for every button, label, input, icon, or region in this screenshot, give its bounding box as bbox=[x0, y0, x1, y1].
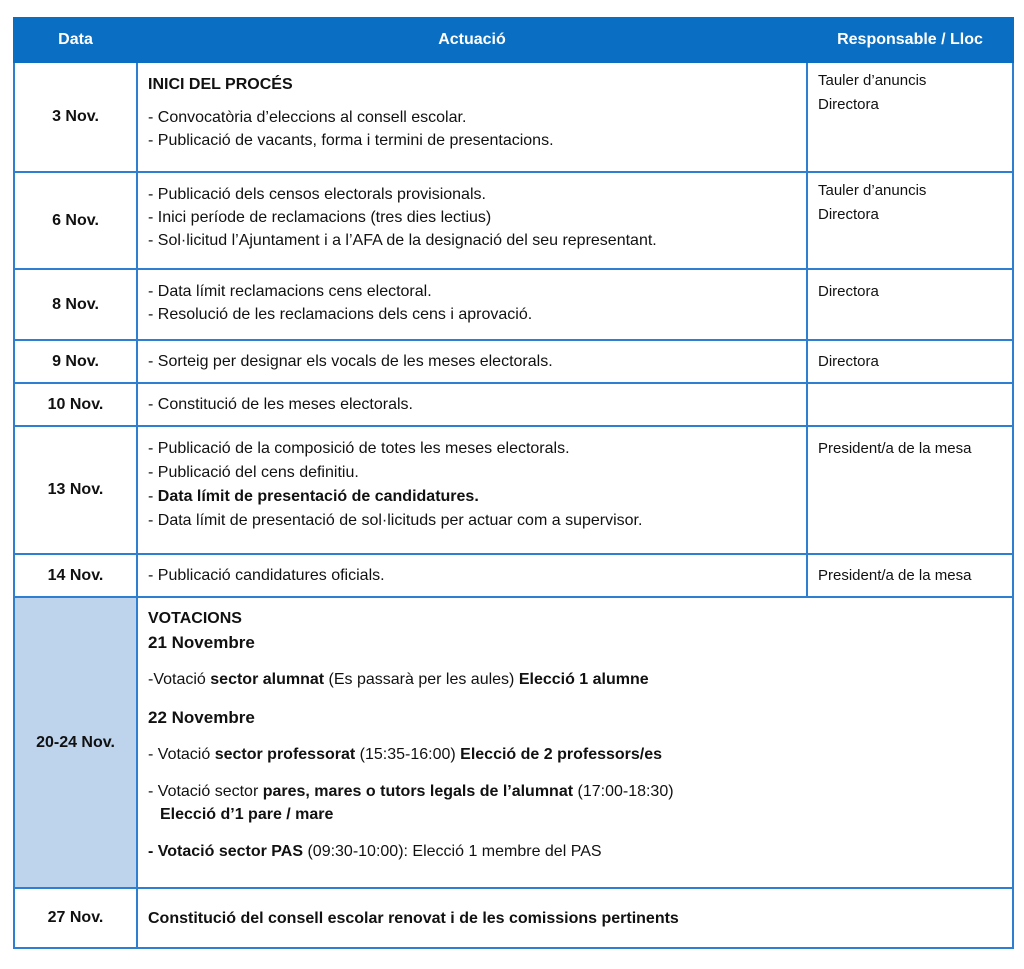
voting-line-pas bbox=[148, 840, 1002, 863]
responsible-line: Directora bbox=[818, 96, 879, 113]
responsible-cell bbox=[807, 340, 1013, 383]
date-cell: 27 Nov. bbox=[14, 888, 137, 948]
action-cell bbox=[137, 340, 807, 383]
date-cell: 8 Nov. bbox=[14, 269, 137, 340]
voting-line-students bbox=[148, 668, 1002, 691]
text: (15:35-16:00) bbox=[355, 746, 461, 763]
column-header-action: Actuació bbox=[137, 18, 807, 62]
action-line: - Publicació del cens definitiu. bbox=[148, 464, 359, 481]
action-cell bbox=[137, 172, 807, 269]
action-line: - Publicació dels censos electorals provisionals. bbox=[148, 186, 486, 203]
bold-text: Elecció de 2 professors/es bbox=[460, 746, 663, 763]
responsible-cell bbox=[807, 554, 1013, 597]
responsible-cell bbox=[807, 172, 1013, 269]
voting-day-heading: 22 Novembre bbox=[148, 708, 255, 727]
responsible-cell bbox=[807, 62, 1013, 172]
action-line: - Resolució de les reclamacions dels cens i aprovació. bbox=[148, 306, 533, 323]
date-cell: 3 Nov. bbox=[14, 62, 137, 172]
section-title: INICI DEL PROCÉS bbox=[148, 76, 293, 93]
responsible-line: Tauler d’anuncis bbox=[818, 72, 927, 89]
responsible-line: President/a de la mesa bbox=[818, 566, 972, 584]
action-line: - Constitució de les meses electorals. bbox=[148, 396, 413, 413]
text: (09:30-10:00): Elecció 1 membre del PAS bbox=[303, 843, 602, 860]
action-line: - Publicació de la composició de totes les meses electorals. bbox=[148, 440, 570, 457]
action-line: - Publicació de vacants, forma i termini de presentacions. bbox=[148, 132, 554, 149]
action-cell bbox=[137, 383, 807, 426]
voting-day-heading: 21 Novembre bbox=[148, 633, 255, 652]
bold-text: Elecció d’1 pare / mare bbox=[160, 806, 334, 823]
table-header-row bbox=[14, 18, 1013, 62]
action-cell bbox=[137, 62, 807, 172]
action-line-bold bbox=[148, 485, 796, 509]
action-line: - Data límit reclamacions cens electoral. bbox=[148, 283, 432, 300]
bold-text: sector professorat bbox=[214, 746, 356, 763]
action-line: - Convocatòria d’eleccions al consell escolar. bbox=[148, 109, 467, 126]
voting-row bbox=[14, 597, 1013, 888]
responsible-line: Directora bbox=[818, 352, 879, 370]
voting-details-cell bbox=[137, 597, 1013, 888]
date-cell: 6 Nov. bbox=[14, 172, 137, 269]
text: - Votació sector bbox=[148, 783, 263, 800]
action-line: - Publicació candidatures oficials. bbox=[148, 567, 385, 584]
date-cell: 10 Nov. bbox=[14, 383, 137, 426]
responsible-line: Directora bbox=[818, 206, 879, 223]
table-row bbox=[14, 340, 1013, 383]
table-row bbox=[14, 269, 1013, 340]
responsible-line: Directora bbox=[818, 283, 879, 300]
voting-title: VOTACIONS bbox=[148, 610, 242, 627]
text: - Votació bbox=[148, 746, 215, 763]
bold-text: Elecció 1 alumne bbox=[518, 671, 649, 688]
action-cell bbox=[137, 554, 807, 597]
date-cell: 9 Nov. bbox=[14, 340, 137, 383]
action-line: - Sol·licitud l’Ajuntament i a l’AFA de la designació del seu representant. bbox=[148, 232, 657, 249]
action-cell bbox=[137, 426, 807, 554]
date-cell: 14 Nov. bbox=[14, 554, 137, 597]
action-cell bbox=[137, 269, 807, 340]
table-row bbox=[14, 888, 1013, 948]
text: -Votació bbox=[148, 671, 211, 688]
responsible-line: President/a de la mesa bbox=[818, 440, 972, 457]
table-row bbox=[14, 426, 1013, 554]
text: - Votació bbox=[148, 843, 219, 860]
date-cell: 13 Nov. bbox=[14, 426, 137, 554]
bullet: - bbox=[148, 488, 158, 505]
responsible-cell bbox=[807, 269, 1013, 340]
voting-line-teachers bbox=[148, 743, 1002, 766]
action-line: - Inici període de reclamacions (tres dies lectius) bbox=[148, 209, 492, 226]
bold-text: sector PAS bbox=[218, 843, 304, 860]
voting-line-parents bbox=[148, 780, 1002, 826]
action-line: - Data límit de presentació de sol·licituds per actuar com a supervisor. bbox=[148, 512, 643, 529]
column-header-date: Data bbox=[14, 18, 137, 62]
bold-text: Data límit de presentació de candidatures. bbox=[157, 488, 479, 505]
responsible-line: Tauler d’anuncis bbox=[818, 182, 927, 199]
column-header-responsible: Responsable / Lloc bbox=[807, 18, 1013, 62]
table-row bbox=[14, 383, 1013, 426]
date-cell-highlighted: 20-24 Nov. bbox=[14, 597, 137, 888]
bold-text: sector alumnat bbox=[210, 671, 325, 688]
table-row bbox=[14, 554, 1013, 597]
table-row bbox=[14, 172, 1013, 269]
election-calendar-table bbox=[13, 17, 1014, 949]
responsible-cell bbox=[807, 383, 1013, 426]
text: (Es passarà per les aules) bbox=[324, 671, 519, 688]
table-row bbox=[14, 62, 1013, 172]
text: (17:00-18:30) bbox=[573, 783, 674, 800]
action-cell: Constitució del consell escolar renovat i de les comissions pertinents bbox=[137, 888, 1013, 948]
bold-text: pares, mares o tutors legals de l’alumnat bbox=[262, 783, 574, 800]
action-line: - Sorteig per designar els vocals de les meses electorals. bbox=[148, 353, 553, 370]
responsible-cell bbox=[807, 426, 1013, 554]
